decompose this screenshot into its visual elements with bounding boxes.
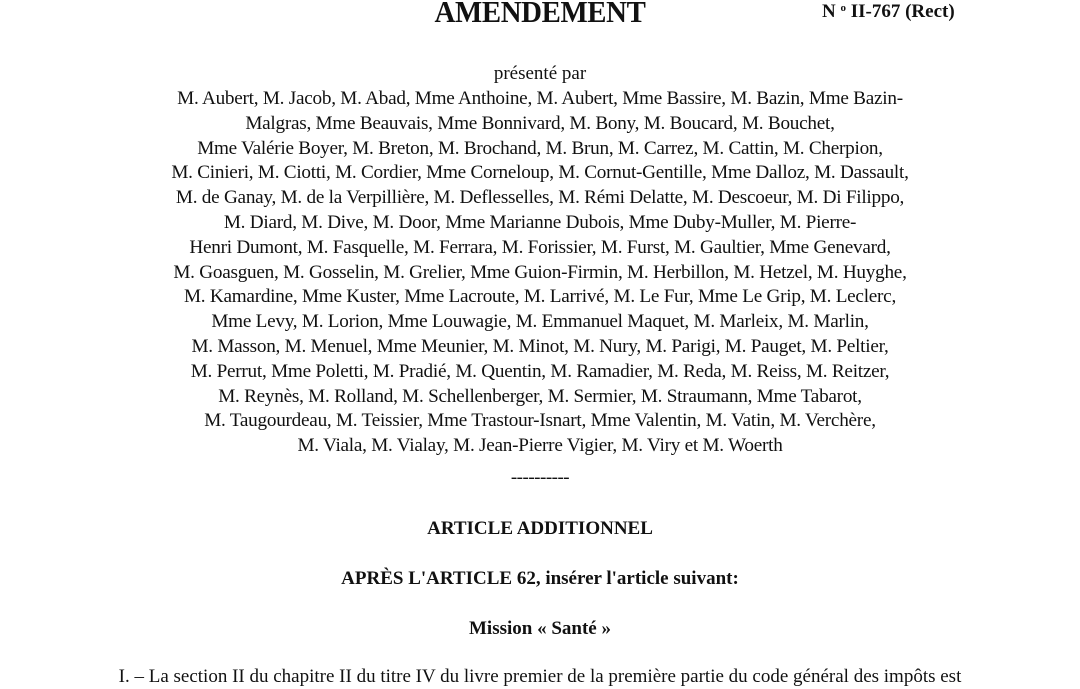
presented-by-label: présenté par xyxy=(493,63,587,84)
authors-line: M. Diard, M. Dive, M. Door, Mme Marianne Dubois, Mme Duby-Muller, M. Pierre- xyxy=(223,211,857,233)
authors-line: M. Taugourdeau, M. Teissier, Mme Trastour-Isnart, Mme Valentin, M. Vatin, M. Verchère, xyxy=(204,410,876,432)
authors-list xyxy=(0,87,1080,459)
document-title: AMENDEMENT xyxy=(434,0,646,29)
amendment-number-sup: o xyxy=(840,2,846,14)
authors-line: M. Cinieri, M. Ciotti, M. Cordier, Mme Corneloup, M. Cornut-Gentille, Mme Dalloz, M. Dassault, xyxy=(171,162,909,184)
amendment-number-prefix: N xyxy=(822,1,836,22)
amendment-number-value: II-767 (Rect) xyxy=(850,1,955,22)
authors-line: Malgras, Mme Beauvais, Mme Bonnivard, M. Bony, M. Boucard, M. Bouchet, xyxy=(245,112,835,134)
authors-line: M. Viala, M. Vialay, M. Jean-Pierre Vigier, M. Viry et M. Woerth xyxy=(297,435,783,457)
body-paragraph-first-line: I. – La section II du chapitre II du titre IV du livre premier de la première partie du code général des impôts est xyxy=(118,666,962,687)
authors-line: Mme Levy, M. Lorion, Mme Louwagie, M. Emmanuel Maquet, M. Marleix, M. Marlin, xyxy=(211,311,869,333)
separator-line: ---------- xyxy=(510,467,570,488)
authors-line: M. Aubert, M. Jacob, M. Abad, Mme Anthoine, M. Aubert, Mme Bassire, M. Bazin, Mme Bazin- xyxy=(177,88,903,109)
authors-line: M. Perrut, Mme Poletti, M. Pradié, M. Quentin, M. Ramadier, M. Reda, M. Reiss, M. Reitzer, xyxy=(190,360,890,382)
after-article-heading: APRÈS L'ARTICLE 62, insérer l'article suivant: xyxy=(341,568,739,589)
authors-line: M. de Ganay, M. de la Verpillière, M. Deflesselles, M. Rémi Delatte, M. Descoeur, M. Di Filippo, xyxy=(175,187,905,209)
authors-line: M. Reynès, M. Rolland, M. Schellenberger, M. Sermier, M. Straumann, Mme Tabarot, xyxy=(218,385,862,407)
authors-line: Mme Valérie Boyer, M. Breton, M. Brochand, M. Brun, M. Carrez, M. Cattin, M. Cherpion, xyxy=(197,137,883,159)
mission-heading: Mission « Santé » xyxy=(469,618,611,639)
authors-line: M. Masson, M. Menuel, Mme Meunier, M. Minot, M. Nury, M. Parigi, M. Pauget, M. Peltier, xyxy=(191,335,889,357)
authors-line: M. Goasguen, M. Gosselin, M. Grelier, Mme Guion-Firmin, M. Herbillon, M. Hetzel, M. Huyghe, xyxy=(173,261,907,283)
authors-line: M. Kamardine, Mme Kuster, Mme Lacroute, M. Larrivé, M. Le Fur, Mme Le Grip, M. Leclerc, xyxy=(183,286,896,308)
authors-line: Henri Dumont, M. Fasquelle, M. Ferrara, M. Forissier, M. Furst, M. Gaultier, Mme Genevard, xyxy=(189,236,891,258)
amendment-number xyxy=(822,0,955,25)
article-heading: ARTICLE ADDITIONNEL xyxy=(427,518,653,539)
